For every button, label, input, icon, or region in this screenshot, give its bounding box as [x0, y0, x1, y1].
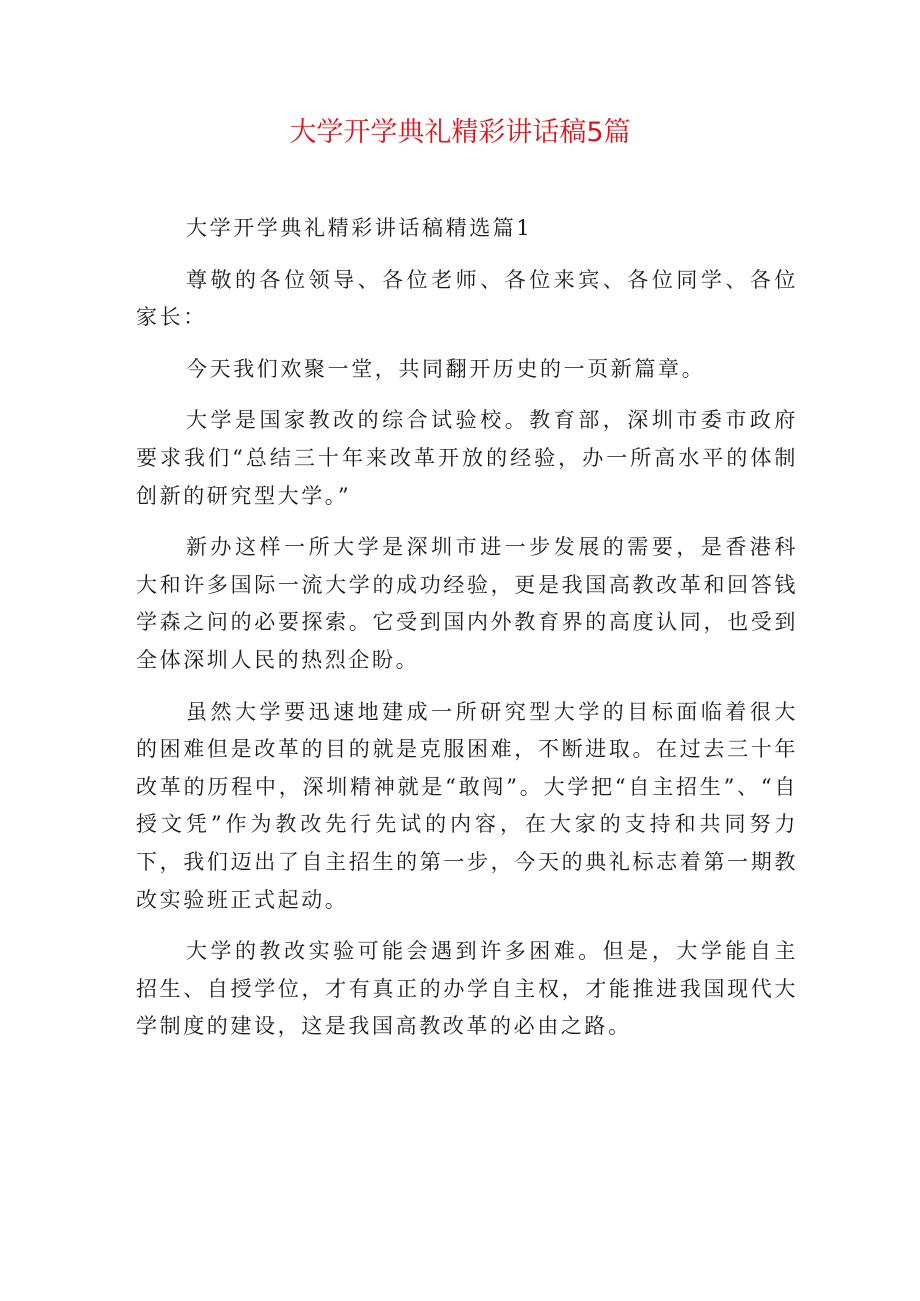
document-body	[136, 210, 798, 1046]
paragraph-reform-path: 大学的教改实验可能会遇到许多困难。但是，大学能自主招生、自授学位，才有真正的办学自主权，才能推进我国现代大学制度的建设，这是我国高教改革的必由之路。	[136, 939, 798, 1039]
section-heading: 大学开学典礼精彩讲话稿精选篇1	[186, 216, 533, 240]
document-title: 大学开学典礼精彩讲话稿5篇	[289, 117, 631, 148]
paragraph-salutation: 尊敬的各位领导、各位老师、各位来宾、各位同学、各位家长：	[136, 267, 798, 330]
paragraph-opening: 今天我们欢聚一堂，共同翻开历史的一页新篇章。	[186, 356, 706, 381]
paragraph-reform-challenges: 虽然大学要迅速地建成一所研究型大学的目标面临着很大的困难但是改革的目的就是克服困难，不断进取。在过去三十年改革的历程中，深圳精神就是“敢闯”。大学把“自主招生”、“自授文凭”作为教改先行先试的内容，在大家的支持和共同努力下，我们迈出了自主招生的第一步，今天的典礼标志着第一期教改实验班正式起动。	[136, 699, 798, 912]
paragraph-new-university: 新办这样一所大学是深圳市进一步发展的需要，是香港科大和许多国际一流大学的成功经验，更是我国高教改革和回答钱学森之问的必要探索。它受到国内外教育界的高度认同，也受到全体深圳人民的热烈企盼。	[136, 535, 798, 672]
paragraph-university-mission: 大学是国家教改的综合试验校。教育部，深圳市委市政府要求我们“总结三十年来改革开放的经验，办一所高水平的体制创新的研究型大学。”	[136, 408, 798, 508]
